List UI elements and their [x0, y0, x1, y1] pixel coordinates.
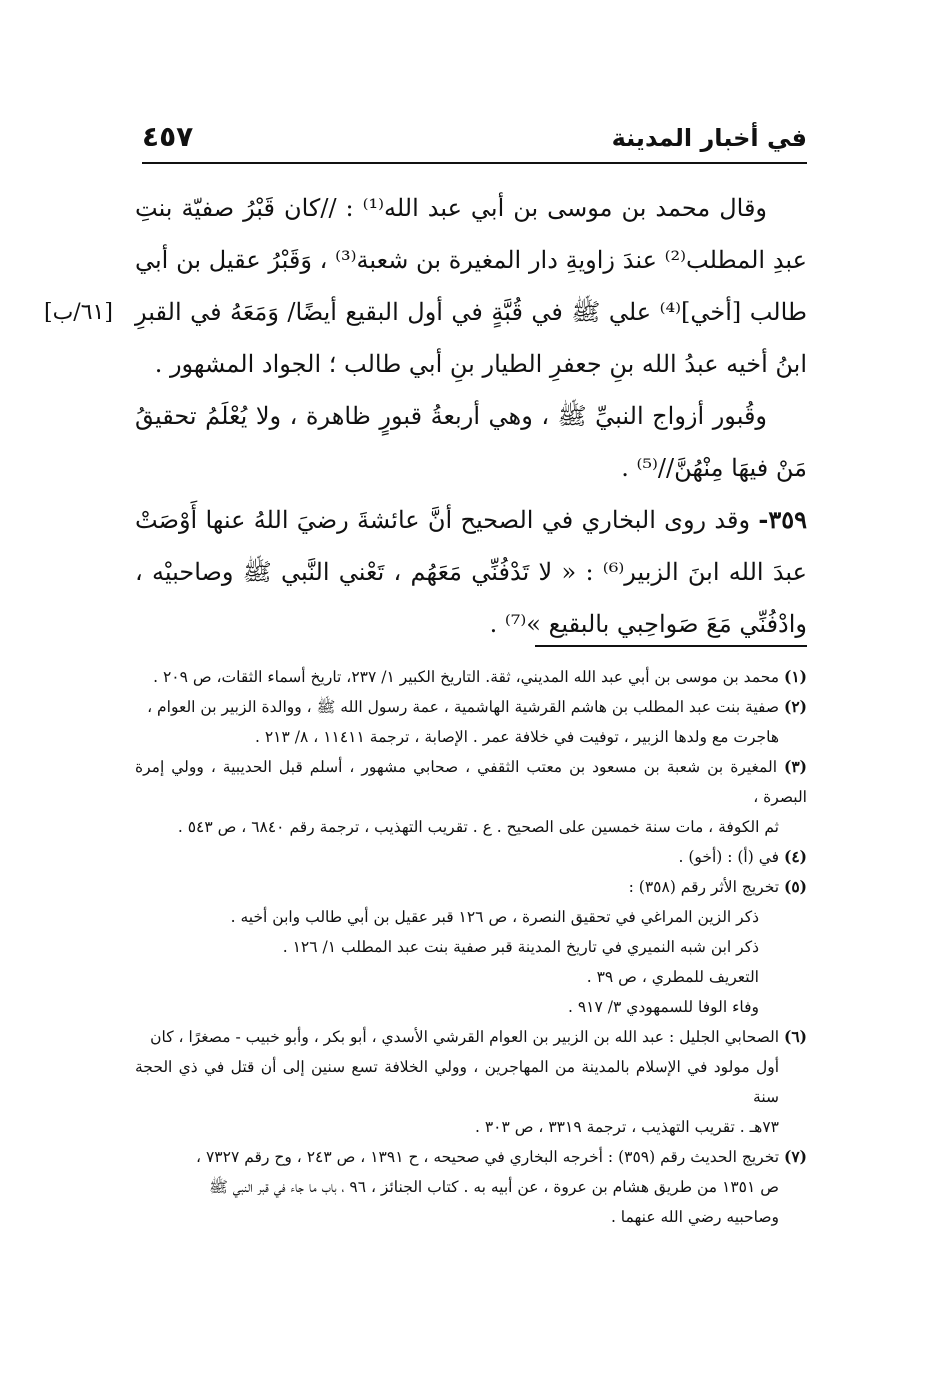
- footnote-line: [135, 1112, 807, 1142]
- footnote-line: [135, 752, 807, 812]
- footnote-text: المغيرة بن شعبة بن مسعود بن معتب الثقفي ، صحابي مشهور ، أسلم قبل الحديبية ، وولي إمرة البصرة ،: [135, 758, 807, 806]
- footnote-text: وصاحبيه رضي الله عنهما .: [610, 1208, 779, 1226]
- footnote-text: أول مولود في الإسلام بالمدينة من المهاجرين ، وولي الخلافة تسع سنين إلى أن قتل في ذي الحجة سنة: [135, 1058, 779, 1106]
- footnote-number: (١): [783, 667, 807, 686]
- footnote-text: صفية بنت عبد المطلب بن هاشم القرشية الهاشمية ، عمة رسول الله ﷺ ، ووالدة الزبير بن العوام ،: [147, 698, 784, 716]
- footnote-separator: [535, 645, 807, 647]
- footnote-line: [135, 902, 807, 932]
- footnote-line: [135, 1022, 807, 1052]
- footnote-number: (٢): [783, 697, 807, 716]
- hadith-text: وقد روى البخاري في الصحيح أنَّ عائشةَ رضيَ اللهُ عنها أَوْصَتْ عبدَ الله ابنَ الزبير⁽⁶⁾ : « لا تَدْفُنِّي مَعَهُم ، تَعْني النَّبي ﷺ وصاحبيْه ، وادْفُنِّي مَعَ صَواحِبي بالبقيع »⁽⁷⁾ .: [135, 506, 807, 638]
- footnote-line: [135, 692, 807, 722]
- footnote-line: [135, 932, 807, 962]
- footnote-line: [135, 992, 807, 1022]
- running-header: [142, 118, 807, 164]
- footnote-text: ٧٣هـ . تقريب التهذيب ، ترجمة ٣٣١٩ ، ص ٣٠٣ .: [474, 1118, 779, 1136]
- footnote-line: [135, 962, 807, 992]
- footnote-number: (٦): [783, 1027, 807, 1046]
- footnote-text: هاجرت مع ولدها الزبير ، توفيت في خلافة عمر . الإصابة ، ترجمة ١١٤١١ ، ٨/ ٢١٣ .: [255, 728, 779, 746]
- footnote-line: [135, 1172, 807, 1202]
- footnote-text: الصحابي الجليل : عبد الله بن الزبير بن العوام القرشي الأسدي ، أبو بكر ، وأبو خبيب - مصغرًا ، كان: [150, 1028, 784, 1046]
- book-title: في أخبار المدينة: [611, 124, 807, 152]
- footnote-line: [135, 722, 807, 752]
- footnote-text: ذكر الزين المراغي في تحقيق النصرة ، ص ١٢٦ قبر عقيل بن أبي طالب وابن أخيه .: [230, 908, 759, 926]
- footnote-text: وفاء الوفا للسمهودي ٣/ ٩١٧ .: [567, 998, 759, 1016]
- footnotes: [135, 662, 807, 1232]
- hadith-number: ٣٥٩-: [758, 505, 807, 534]
- footnote-text: ذكر ابن شبه النميري في تاريخ المدينة قبر صفية بنت عبد المطلب ١/ ١٢٦ .: [282, 938, 759, 956]
- footnote-text: في (أ) : (أخو) .: [678, 848, 784, 866]
- footnote-text: ثم الكوفة ، مات سنة خمسين على الصحيح . ع . تقريب التهذيب ، ترجمة رقم ٦٨٤٠ ، ص ٥٤٣ .: [177, 818, 779, 836]
- footnote-number: (٤): [783, 847, 807, 866]
- footnote-text: التعريف للمطري ، ص ٣٩ .: [586, 968, 759, 986]
- main-text: [135, 182, 807, 650]
- footnote-line: [135, 1052, 807, 1112]
- footnote-line: [135, 872, 807, 902]
- footnote-number: (٣): [783, 757, 807, 776]
- footnote-text: تخريج الحديث رقم (٣٥٩) : أخرجه البخاري في صحيحه ، ح ١٣٩١ ، ص ٢٤٣ ، وح رقم ٧٣٢٧ ،: [196, 1148, 784, 1166]
- footnote-line: [135, 662, 807, 692]
- footnote-text: ص ١٣٥١ من طريق هشام بن عروة ، عن أبيه به . كتاب الجنائز ، ٩٦ ، باب ما جاء في قبر النبي ﷺ: [209, 1178, 779, 1196]
- footnote-text: تخريج الأثر رقم (٣٥٨) :: [628, 878, 784, 896]
- paragraph-1: وقال محمد بن موسى بن أبي عبد الله⁽¹⁾ : //كان قَبْرُ صفيّة بنتِ عبدِ المطلب⁽²⁾ عندَ زاويةِ دار المغيرة بن شعبة⁽³⁾ ، وَقَبْرُ عقيل بن أبي طالب [أخي]⁽⁴⁾ علي ﷺ في قُبَّةٍ في أول البقيع أيضًا/ وَمَعَهُ في القبرِ ابنُ أخيه عبدُ الله بنِ جعفرِ الطيار بنِ أبي طالب ؛ الجواد المشهور .: [135, 194, 807, 378]
- paragraph-2: وقُبور أزواج النبيِّ ﷺ ، وهي أربعةُ قبورٍ ظاهرة ، ولا يُعْلَمُ تحقيقُ مَنْ فيهَا مِنْهُنَّ//⁽⁵⁾ .: [135, 402, 807, 482]
- footnote-text: محمد بن موسى بن أبي عبد الله المديني، ثقة. التاريخ الكبير ١/ ٢٣٧، تاريخ أسماء الثقات، ص ٢٠٩ .: [153, 668, 784, 686]
- footnote-line: [135, 842, 807, 872]
- page-number: ٤٥٧: [142, 120, 194, 153]
- hadith-paragraph: [135, 494, 807, 650]
- footnote-number: (٧): [783, 1147, 807, 1166]
- footnote-line: [135, 1142, 807, 1172]
- footnote-line: [135, 812, 807, 842]
- footnote-line: [135, 1202, 807, 1232]
- manuscript-folio-reference: [٦١/ب]: [44, 300, 113, 325]
- footnote-number: (٥): [783, 877, 807, 896]
